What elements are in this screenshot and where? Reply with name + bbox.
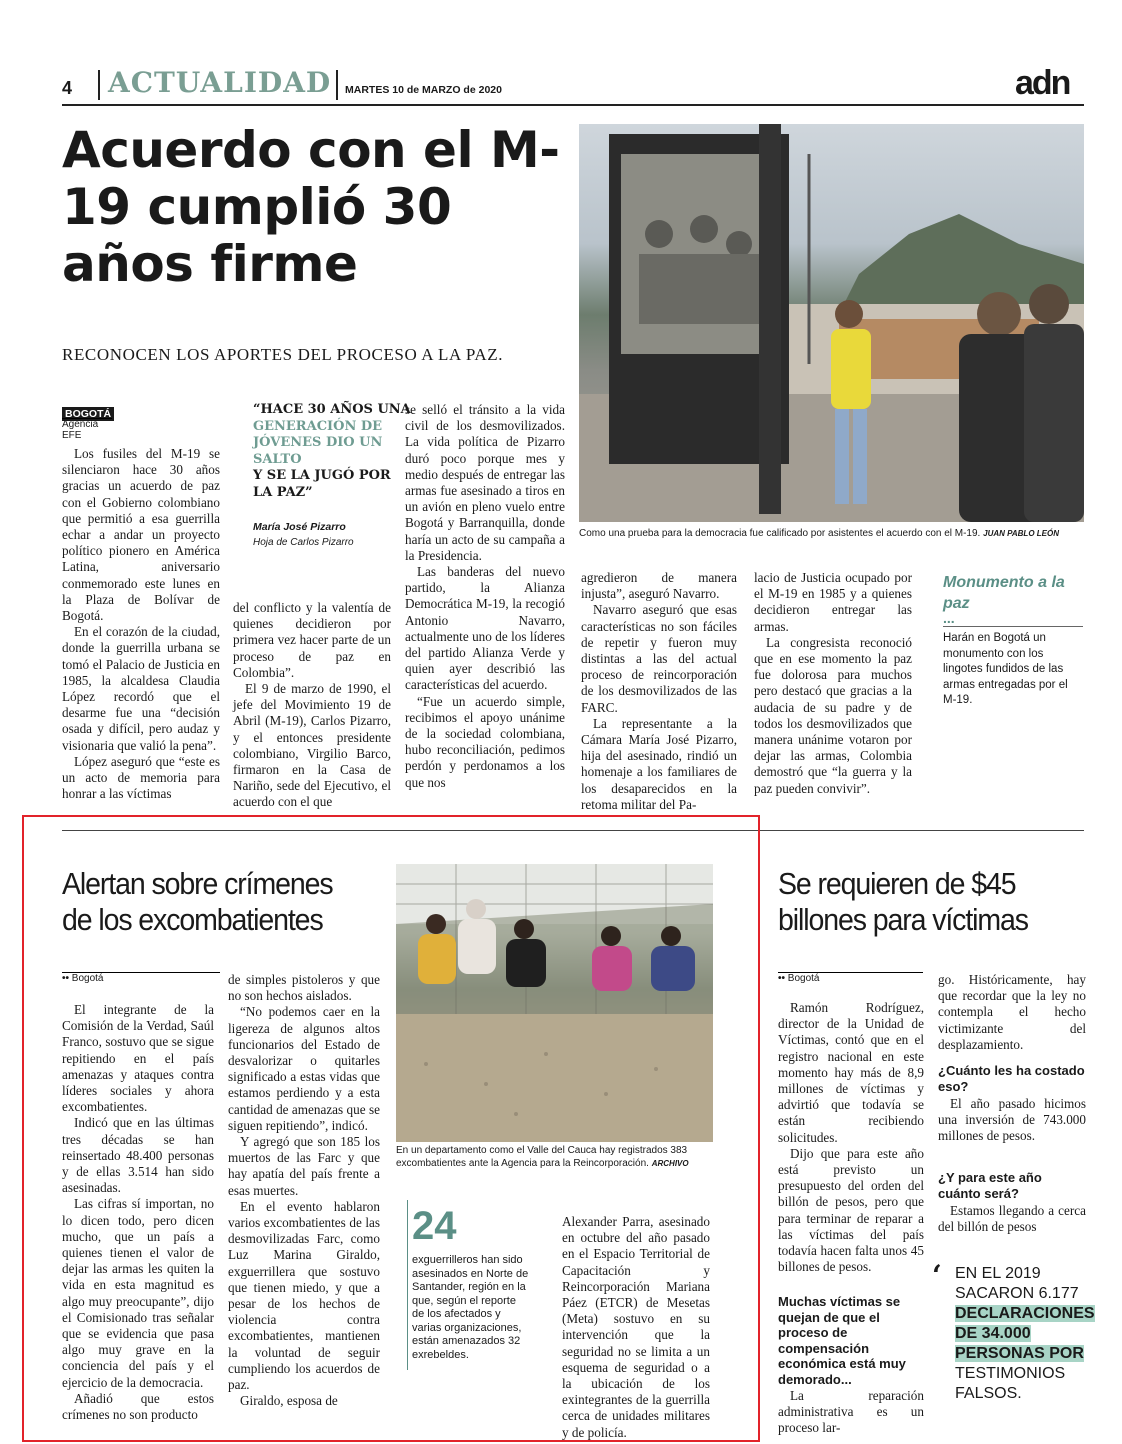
- tag-label: Bogotá: [787, 973, 820, 984]
- sidebar-rule: [943, 626, 1083, 627]
- quote-line: Y SE LA JUGÓ POR LA PAZ”: [253, 468, 391, 500]
- paragraph: En el corazón de la ciudad, donde la guerrilla urbana se tomó el Palacio de Justicia en 1985, la alcaldesa Claudia López recordó que el desarme fue una “decisión osada y difícil, pero audaz y visionaria que valió la pena”.: [62, 624, 220, 753]
- paragraph: La reparación administrativa es un proceso lar-: [778, 1388, 924, 1436]
- photo-caption: [396, 1144, 726, 1170]
- paragraph: Y agregó que son 185 los muertos de las Farc y que hay apatía del país frente a esas muertes.: [228, 1134, 380, 1198]
- interview-question: ¿Cuánto les ha costado eso?: [938, 1063, 1085, 1094]
- issue-date: MARTES 10 de MARZO de 2020: [345, 84, 502, 96]
- adn-logo: adn: [1015, 64, 1070, 102]
- page-number: 4: [62, 78, 73, 98]
- paragraph: El 9 de marzo de 1990, el jefe del Movimiento 19 de Abril (M-19), Carlos Pizarro, y el entonces presidente colombiano, Virgilio Barco, firmaron en la Casa de Nariño, sede del Ejecutivo, el acuerdo con el que: [233, 681, 391, 810]
- story3-column-1b: [778, 1388, 924, 1437]
- paragraph: La congresista reconoció que en ese momento la paz fue dolorosa para muchos pero destacó que gracias a la audacia de su padre y de todos los desmovilizados que manera unánime votaron por dejar las armas, Colombia demostró que “la guerra y la paz pueden convivir”.: [754, 634, 912, 796]
- header-divider: [336, 70, 338, 100]
- story3-pull-quote: [935, 1264, 1095, 1404]
- pull-quote: [253, 402, 413, 501]
- paragraph: Ramón Rodríguez, director de la Unidad de Víctimas, contó que en el registro nacional en este momento hay más de 8,9 millones de víctimas y advirtió que todavía se están recibiendo solicitudes.: [778, 1000, 924, 1145]
- paragraph: Las cifras sí importan, no lo dicen todo, pero dicen mucho, que un país a quienes tienen el valor de dejar las armas les quiten la vida en esta magnitud es algo muy preocupante”, dijo el Comisionado tras señalar que se evidencia que pasa algo muy grave en la conciencia del país y el ejercicio de la democracia.: [62, 1196, 214, 1390]
- stat-text: exguerrilleros han sido asesinados en Norte de Santander, región en la que, según el reporte de los afectados y varias organizaciones, están amenazados 32 exrebeldes.: [412, 1254, 529, 1361]
- stat-number: 24: [412, 1204, 457, 1248]
- paragraph: El año pasado hicimos una inversión de 743.000 millones de pesos.: [938, 1096, 1086, 1144]
- interview-answer: [938, 1096, 1086, 1145]
- photo-illustration: [579, 124, 1084, 522]
- photo-caption: [579, 528, 1099, 539]
- main-column-3: [405, 402, 565, 791]
- section-title: ACTUALIDAD: [108, 66, 332, 99]
- sidebar-title: Monumento a la paz: [943, 574, 1065, 612]
- tag-bullet: ••: [778, 973, 786, 984]
- paragraph: se selló el tránsito a la vida civil de los desmovilizados. La vida política de Pizarro duró poco porque mes y medio después de entregar las armas fue asesinado a tiros en un avión en pleno vuelo entre Bogotá y Barranquilla, donde haría un acto de su campaña a la Presidencia.: [405, 402, 565, 563]
- pull-quote-mark: ‘: [932, 1259, 942, 1292]
- photo-credit: JUAN PABLO LEÓN: [983, 529, 1059, 538]
- paragraph: agredieron de manera injusta”, aseguró Navarro.: [581, 570, 737, 602]
- sidebar-text: Harán en Bogotá un monumento con los lingotes fundidos de las armas entregadas por el M-19.: [943, 632, 1068, 706]
- story3-column-2: [938, 972, 1086, 1053]
- header-rule: [62, 104, 1084, 106]
- main-column-2: [233, 600, 391, 811]
- quote-role: Hoja de Carlos Pizarro: [253, 537, 354, 548]
- paragraph: Añadió que estos crímenes no son producto: [62, 1390, 214, 1423]
- m19-anniversary-photo: [579, 124, 1084, 522]
- tag-bullet: ••: [62, 973, 70, 984]
- paragraph: Navarro aseguró que esas características no son fáciles de repetir y fueron muy distintas a las del actual proceso de reincorporación de los desmovilizados de las FARC.: [581, 602, 737, 715]
- caption-text: Como una prueba para la democracia fue calificado por asistentes el acuerdo con el M-19.: [579, 528, 981, 539]
- pull-quote-text: TESTIMONIOS FALSOS.: [955, 1365, 1066, 1402]
- story3-headline: Se requieren de $45 billones para víctimas: [778, 866, 1028, 937]
- story2-column-1: [62, 1002, 214, 1423]
- paragraph: El integrante de la Comisión de la Verdad, Saúl Franco, sostuvo que se sigue repitiendo en el país amenazas y ataques contra líderes sociales y ahora excombatientes.: [62, 1002, 214, 1115]
- paragraph: Las banderas del nuevo partido, la Alianza Democrática M-19, la recogió Antonio Navarro, actualmente uno de los líderes del partido Alianza Verde y quien ayer describió las características del acuerdo.: [405, 564, 565, 693]
- main-column-1: [62, 446, 220, 802]
- story3-column-1: [778, 1000, 924, 1275]
- interview-answer: [938, 1203, 1086, 1235]
- paragraph: Dijo que para este año está previsto un presupuesto del orden del billón de pesos, pero que para terminar de reparar a las víctimas del país todavía hacen falta unos 45 billones de pesos.: [778, 1145, 924, 1275]
- paragraph: López aseguró que “este es un acto de memoria para honrar a las víctimas: [62, 753, 220, 802]
- paragraph: “Fue un acuerdo simple, recibimos el apoyo unánime de la sociedad colombiana, hubo reconciliación, pedimos perdón y perdonamos a los que nos: [405, 693, 565, 790]
- story3-tag: [778, 972, 923, 984]
- pull-quote-text: EN EL 2019 SACARON 6.177: [955, 1265, 1079, 1302]
- paragraph: En el evento hablaron varios excombatientes de las desmovilizadas Farc, como Luz Marina Giraldo, exguerrillera que sostuvo que tienen miedo, y que a pesar de los hechos de violencia contra excombatientes, mantienen la voluntad de seguir cumpliendo los acuerdos de paz.: [228, 1198, 380, 1393]
- caption-text: En un departamento como el Valle del Cauca hay registrados 383 excombatientes ante la Agencia para la Reincorporación.: [396, 1145, 688, 1169]
- paragraph: del conflicto y la valentía de quienes decidieron por primera vez hacer parte de un proceso de paz en Colombia”.: [233, 600, 391, 680]
- paragraph: lacio de Justicia ocupado por el M-19 en 1985 y a quienes decidieron entregar las armas.: [754, 570, 912, 634]
- stat-box-rule: [407, 1200, 408, 1370]
- main-headline: Acuerdo con el M-19 cumplió 30 años firme: [62, 121, 560, 293]
- story2-headline: Alertan sobre crímenes de los excombatientes: [62, 866, 333, 937]
- quote-line: “HACE 30 AÑOS UNA: [253, 402, 411, 417]
- paragraph: Estamos llegando a cerca del billón de pesos: [938, 1203, 1086, 1235]
- story2-column-2: [228, 972, 380, 1409]
- quote-author: María José Pizarro: [253, 521, 346, 533]
- sidebar-dots: ...: [943, 610, 955, 626]
- paragraph: de simples pistoleros y que no son hechos aislados.: [228, 972, 380, 1004]
- paragraph: Giraldo, esposa de: [240, 1393, 338, 1409]
- header-divider: [98, 70, 100, 100]
- source-label: Agencia EFE: [62, 418, 112, 441]
- story3-subhead: Muchas víctimas se quejan de que el proceso de compensación económica está muy demorado...: [778, 1294, 906, 1387]
- paragraph: “No podemos caer en la ligereza de algunos altos funcionarios del Estado de desvalorizar o quitarles significado a estas vidas que estamos perdiendo y a esta cantidad de amenazas que se siguen repitiendo”, indicó.: [228, 1004, 380, 1133]
- main-column-5: [754, 570, 912, 797]
- photo-credit: ARCHIVO: [651, 1159, 689, 1168]
- main-column-4: [581, 570, 737, 813]
- story2-column-3: [562, 1214, 710, 1441]
- story2-tag: [62, 972, 220, 984]
- paragraph: Indicó que en las últimas tres décadas se han reinsertado 48.400 personas y de ellas 3.514 han sido asesinadas.: [62, 1115, 214, 1196]
- tag-label: BOGOTÁ: [62, 407, 114, 421]
- tag-label: Bogotá: [71, 973, 104, 984]
- interview-question: ¿Y para este año cuánto será?: [938, 1170, 1042, 1201]
- excombatants-photo: [396, 864, 713, 1142]
- photo-illustration: [396, 864, 713, 1142]
- paragraph: Los fusiles del M-19 se silenciaron hace 30 años gracias un acuerdo de paz con el Gobierno colombiano que permitió a esa guerrilla echar a andar un proyecto político pionero en América Latina, aniversario conmemorado este lunes en la Plaza de Bolívar de Bogotá.: [62, 446, 220, 624]
- paragraph: Alexander Parra, asesinado en octubre del año pasado en el Espacio Territorial de Capacitación y Reincorporación Mariana Páez (ETCR) de Mesetas (Meta) sostuvo en su intervención que la seguridad no se limita a un esquema de seguridad o a la ubicación de los exintegrantes de la guerrilla cerca de unidades militares y de policía.: [562, 1214, 710, 1440]
- quote-line: GENERACIÓN DE JÓVENES DIO UN SALTO: [253, 418, 383, 467]
- pull-quote-highlight: DECLARACIONES DE 34.000 PERSONAS POR: [955, 1305, 1095, 1362]
- paragraph: La representante a la Cámara María José Pizarro, hija del asesinado, rindió un homenaje a los familiares de los desaparecidos en la retoma militar del Pa-: [581, 715, 737, 812]
- main-subhead: RECONOCEN LOS APORTES DEL PROCESO A LA PAZ.: [62, 345, 504, 364]
- paragraph: go. Históricamente, hay que recordar que la ley no contempla el hecho victimizante del desplazamiento.: [938, 972, 1086, 1052]
